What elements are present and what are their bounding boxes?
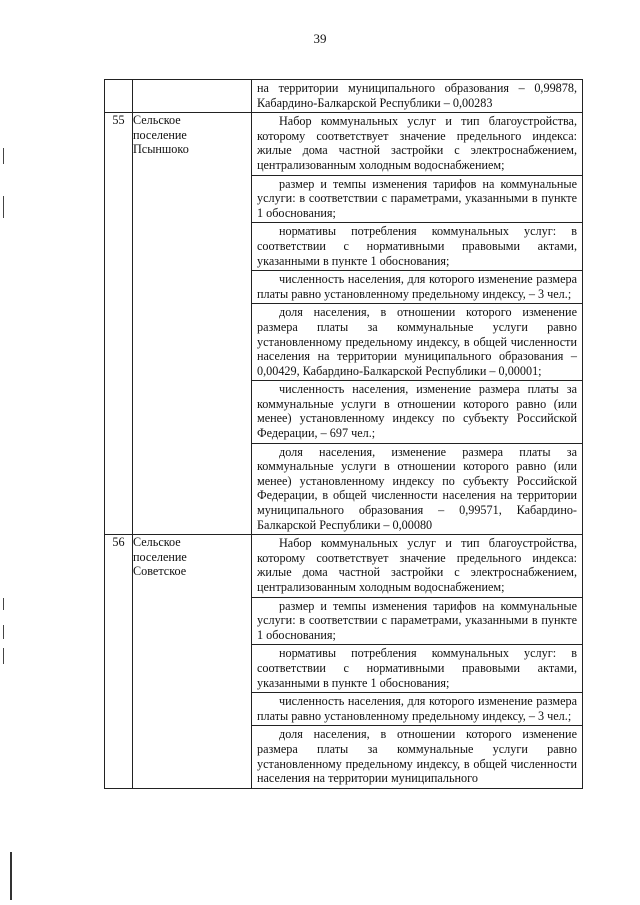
description-paragraph: численность населения, для которого изменение размера платы равно установленному предельному индексу, – 3 чел.;	[252, 693, 582, 726]
description-cell	[252, 80, 583, 113]
description-paragraph: доля населения, в отношении которого изменение размера платы за коммунальные услуги равно установленному предельному индексу, в общей численности населения на территории муниципального	[257, 727, 577, 786]
settlement-name-line: поселение	[133, 549, 187, 564]
scan-mark	[3, 648, 4, 664]
description-paragraph: численность населения, изменение размера платы за коммунальные услуги в отношении которого равно (или менее) установленному индексу по субъекту Российской Федерации, – 697 чел.;	[252, 381, 582, 443]
settlement-name-line: Псыншоко	[133, 142, 189, 157]
description-paragraph: на территории муниципального образования – 0,99878, Кабардино-Балкарской Республики – 0,00283	[257, 81, 577, 110]
settlement-name	[133, 113, 252, 535]
table-row	[105, 113, 583, 535]
settlement-name	[133, 535, 252, 789]
settlement-name	[133, 80, 252, 113]
description-paragraph: Набор коммунальных услуг и тип благоустройства, которому соответствует значение предельного индекса: жилые дома частной застройки с электроснабжением, централизованным холодным водоснабжением;	[252, 113, 582, 175]
description-cell	[252, 535, 583, 789]
description-paragraph: нормативы потребления коммунальных услуг: в соответствии с нормативными правовыми актами, указанными в пункте 1 обоснования;	[252, 223, 582, 271]
scan-mark	[3, 625, 4, 639]
scan-mark	[3, 148, 4, 164]
page-number: 39	[313, 31, 327, 46]
row-number: 56	[105, 535, 133, 789]
settlement-name-line: Советское	[133, 564, 187, 579]
data-table	[104, 79, 583, 789]
description-paragraph: Набор коммунальных услуг и тип благоустройства, которому соответствует значение предельного индекса: жилые дома частной застройки с электроснабжением, централизованным холодным водоснабжением;	[252, 535, 582, 597]
description-paragraph: численность населения, для которого изменение размера платы равно установленному предельному индексу, – 3 чел.;	[252, 271, 582, 304]
scan-mark	[3, 196, 4, 218]
description-paragraph: доля населения, в отношении которого изменение размера платы за коммунальные услуги равно установленному предельному индексу, в общей численности населения на территории муниципального образования – 0,00429, Кабардино-Балкарской Республики – 0,00001;	[252, 304, 582, 381]
settlement-name-line: Сельское	[133, 113, 181, 128]
row-number: 55	[105, 113, 133, 535]
description-cell	[252, 113, 583, 535]
description-paragraph: размер и темпы изменения тарифов на коммунальные услуги: в соответствии с параметрами, указанными в пункте 1 обоснования;	[252, 598, 582, 646]
row-number	[105, 80, 133, 113]
description-paragraph: размер и темпы изменения тарифов на коммунальные услуги: в соответствии с параметрами, указанными в пункте 1 обоснования;	[252, 176, 582, 224]
settlement-name-line: поселение	[133, 127, 187, 142]
description-paragraph: доля населения, изменение размера платы за коммунальные услуги в отношении которого равно (или менее) установленному индексу по субъекту Российской Федерации, в общей численности населения на территории муниципального образования – 0,99571, Кабардино-Балкарской Республики – 0,00080	[257, 444, 577, 532]
settlement-name-line: Сельское	[133, 535, 181, 550]
scan-mark	[10, 852, 12, 900]
description-paragraph: нормативы потребления коммунальных услуг: в соответствии с нормативными правовыми актами, указанными в пункте 1 обоснования;	[252, 645, 582, 693]
scan-mark	[3, 598, 4, 610]
table-row	[105, 80, 583, 113]
table-row	[105, 535, 583, 789]
